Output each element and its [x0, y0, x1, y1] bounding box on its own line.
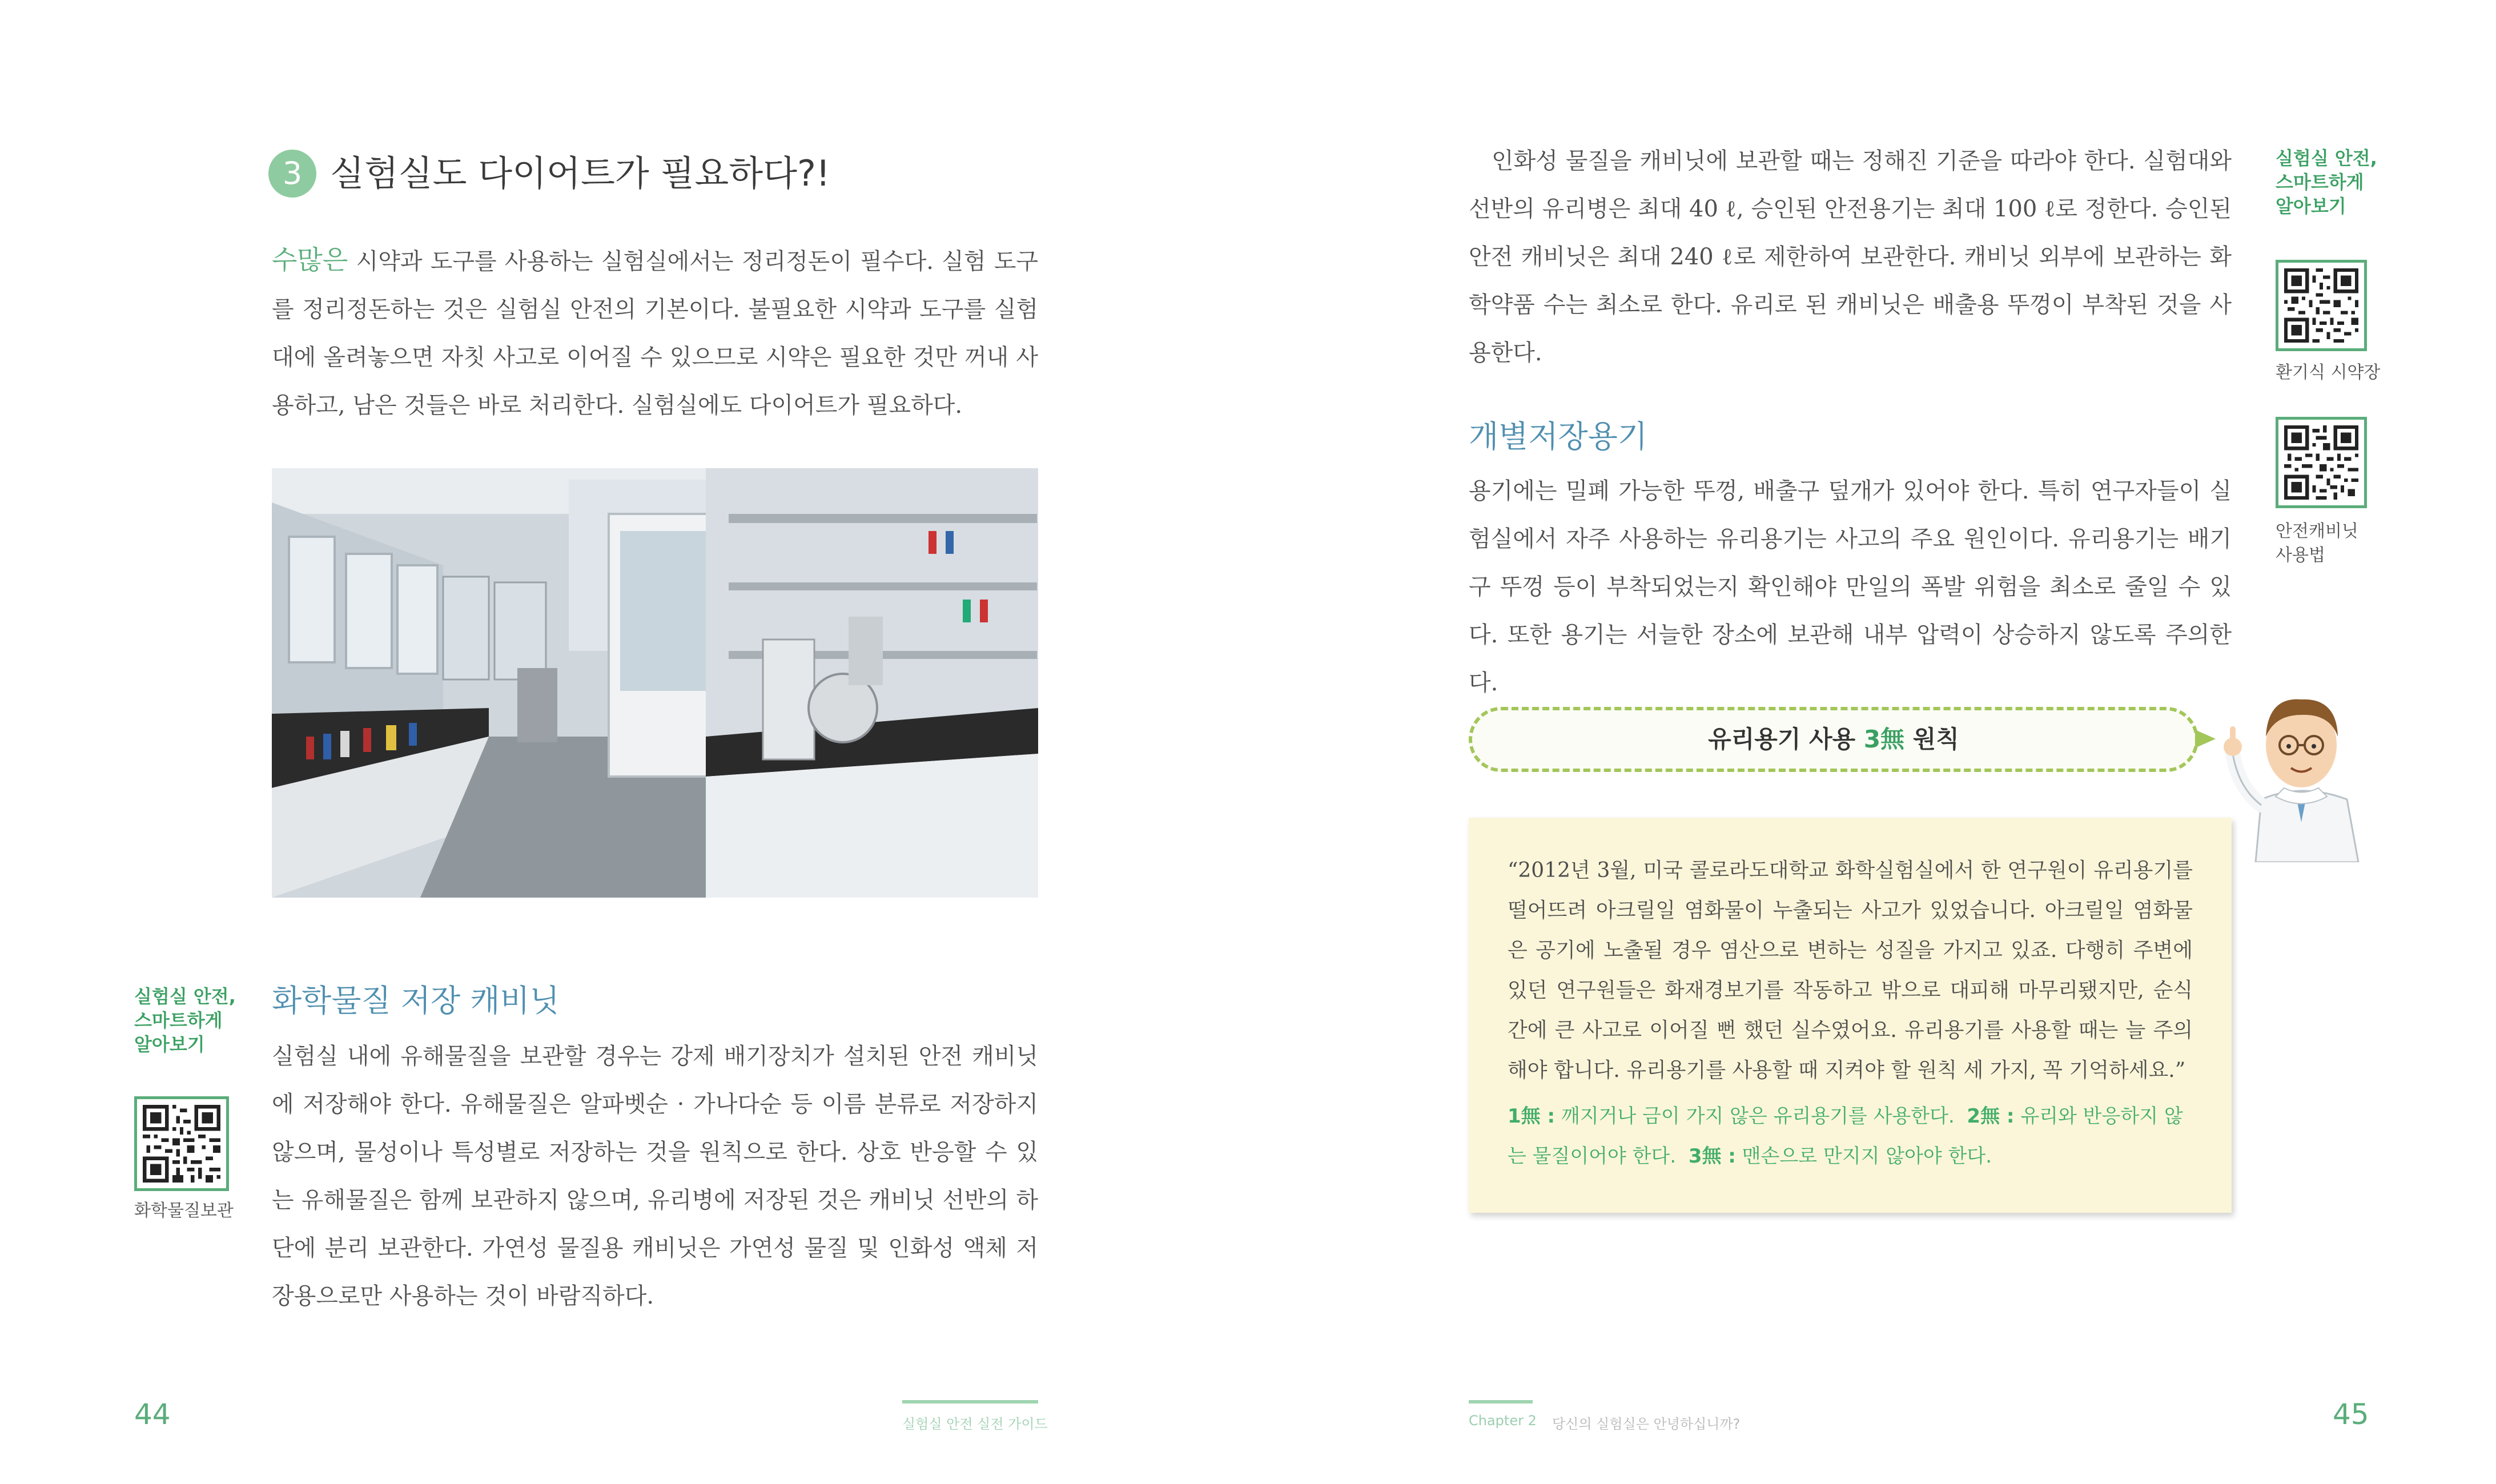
rule-1-text: 깨지거나 금이 가지 않은 유리용기를 사용한다.: [1555, 1105, 1955, 1128]
rule-1-key: 1無 :: [1508, 1105, 1556, 1128]
section-title: 실험실도 다이어트가 필요하다?!: [330, 152, 830, 194]
side-label-left: [134, 984, 248, 1056]
intro-text: 시약과 도구를 사용하는 실험실에서는 정리정돈이 필수다. 실험 도구를 정리정돈하는 것은 실험실 안전의 기본이다. 불필요한 시약과 도구를 실험대에 올려놓으면 자칫 사고로 이어질 수 있으므로 시약은 필요한 것만 꺼내 사용하고, 남은 것들은 바로 처리한다. 실험실에도 다이어트가 필요하다.: [272, 248, 1038, 419]
storage-paragraph: 인화성 물질을 캐비닛에 보관할 때는 정해진 기준을 따라야 한다. 실험대와 선반의 유리병은 최대 40 ℓ, 승인된 안전용기는 최대 100 ℓ로 정한다. 승인된 안전 캐비닛은 최대 240 ℓ로 제한하여 보관한다. 캐비닛 외부에 보관하는 화학약품 수는 최소로 한다. 유리로 된 캐비닛은 배출용 뚜껑이 부착된 것을 사용한다.: [1469, 148, 2232, 366]
qr-caption: 환기식 시약장: [2276, 363, 2381, 383]
side-label-line: 알아보기: [2276, 195, 2346, 217]
bubble-title-pre: 유리용기 사용: [1708, 725, 1864, 753]
qr-code-icon[interactable]: [134, 1096, 229, 1191]
section-number-badge: 3: [268, 150, 316, 198]
qr-pattern: [143, 1105, 220, 1183]
lab-photo: [272, 468, 1038, 898]
side-label-line: 실험실 안전,: [134, 986, 236, 1007]
rule-2-key: 2無 :: [1967, 1105, 2015, 1128]
individual-container-heading: 개별저장용기: [1469, 419, 1647, 455]
rule-2-text: 유리와 반응하지 않는 물질이어야 한다.: [1508, 1105, 2183, 1168]
incident-note-text: “2012년 3월, 미국 콜로라도대학교 화학실험실에서 한 연구원이 유리용기를 떨어뜨려 아크릴일 염화물이 누출되는 사고가 있었습니다. 아크릴일 염화물은 공기에 노출될 경우 염산으로 변하는 성질을 가지고 있죠. 다행히 주변에 있던 연구원들은 화재경보기를 작동하고 밖으로 대피해 마무리됐지만, 순식간에 큰 사고로 이어질 뻔 했던 실수였어요. 유리용기를 사용할 때는 늘 주의해야 합니다. 유리용기를 사용할 때 지켜야 할 원칙 세 가지, 꼭 기억하세요.”: [1508, 859, 2193, 1082]
qr-code-icon[interactable]: [2276, 417, 2367, 508]
page-number-left: 44: [134, 1398, 171, 1431]
footer-rule-left: [902, 1400, 1038, 1403]
scientist-illustration: [2216, 674, 2387, 862]
rule-3-text: 맨손으로 만지지 않아야 한다.: [1735, 1145, 1992, 1168]
side-label-right: [2276, 146, 2390, 218]
intro-paragraph: [272, 236, 1038, 429]
qr-caption-line: 안전캐비닛: [2276, 521, 2358, 541]
qr-pattern: [2284, 425, 2358, 500]
page-number-right: 45: [2333, 1398, 2369, 1431]
bubble-title-post: 원칙: [1904, 725, 1959, 753]
side-label-line: 스마트하게: [2276, 171, 2364, 193]
individual-container-paragraph: 용기에는 밀폐 가능한 뚜껑, 배출구 덮개가 있어야 한다. 특히 연구자들이 실험실에서 자주 사용하는 유리용기는 사고의 주요 원인이다. 유리용기는 배기구 뚜껑 등이 부착되었는지 확인해야 만일의 폭발 위험을 최소로 줄일 수 있다. 또한 용기는 서늘한 장소에 보관해 내부 압력이 상승하지 않도록 주의한다.: [1469, 478, 2232, 696]
qr-pattern: [2284, 268, 2358, 343]
rule-3-key: 3無 :: [1688, 1145, 1736, 1168]
cabinet-heading: 화학물질 저장 캐비닛: [272, 983, 560, 1019]
side-label-line: 실험실 안전,: [2276, 147, 2377, 169]
footer-chapter: Chapter 2: [1469, 1413, 1537, 1429]
cabinet-paragraph: 실험실 내에 유해물질을 보관할 경우는 강제 배기장치가 설치된 안전 캐비닛에 저장해야 한다. 유해물질은 알파벳순 · 가나다순 등 이름 분류로 저장하지 않으며, 물성이나 특성별로 저장하는 것을 원칙으로 한다. 상호 반응할 수 있는 유해물질은 함께 보관하지 않으며, 유리병에 저장된 것은 캐비닛 선반의 하단에 분리 보관한다. 가연성 물질용 캐비닛은 가연성 물질 및 인화성 액체 저장용으로만 사용하는 것이 바람직하다.: [272, 1043, 1038, 1309]
footer-book-title: 실험실 안전 실전 가이드: [902, 1416, 1048, 1432]
bubble-title-strong: 3無: [1863, 725, 1905, 753]
speech-bubble-title: [1469, 707, 2198, 772]
footer-rule-right: [1469, 1400, 1533, 1403]
qr-caption: [2276, 520, 2390, 568]
footer-chapter-title: 당신의 실험실은 안녕하십니까?: [1552, 1416, 1741, 1432]
lab-photo-illustration: [272, 468, 1038, 898]
intro-lead-word: 수많은: [272, 244, 348, 275]
qr-code-icon[interactable]: [2276, 260, 2367, 351]
side-label-line: 알아보기: [134, 1033, 205, 1055]
qr-caption-line: 사용법: [2276, 545, 2325, 565]
scientist-character-icon: [2216, 674, 2387, 862]
qr-caption: 화학물질보관: [134, 1201, 234, 1221]
side-label-line: 스마트하게: [134, 1010, 223, 1031]
glass-rules-list: [1508, 1096, 2193, 1176]
